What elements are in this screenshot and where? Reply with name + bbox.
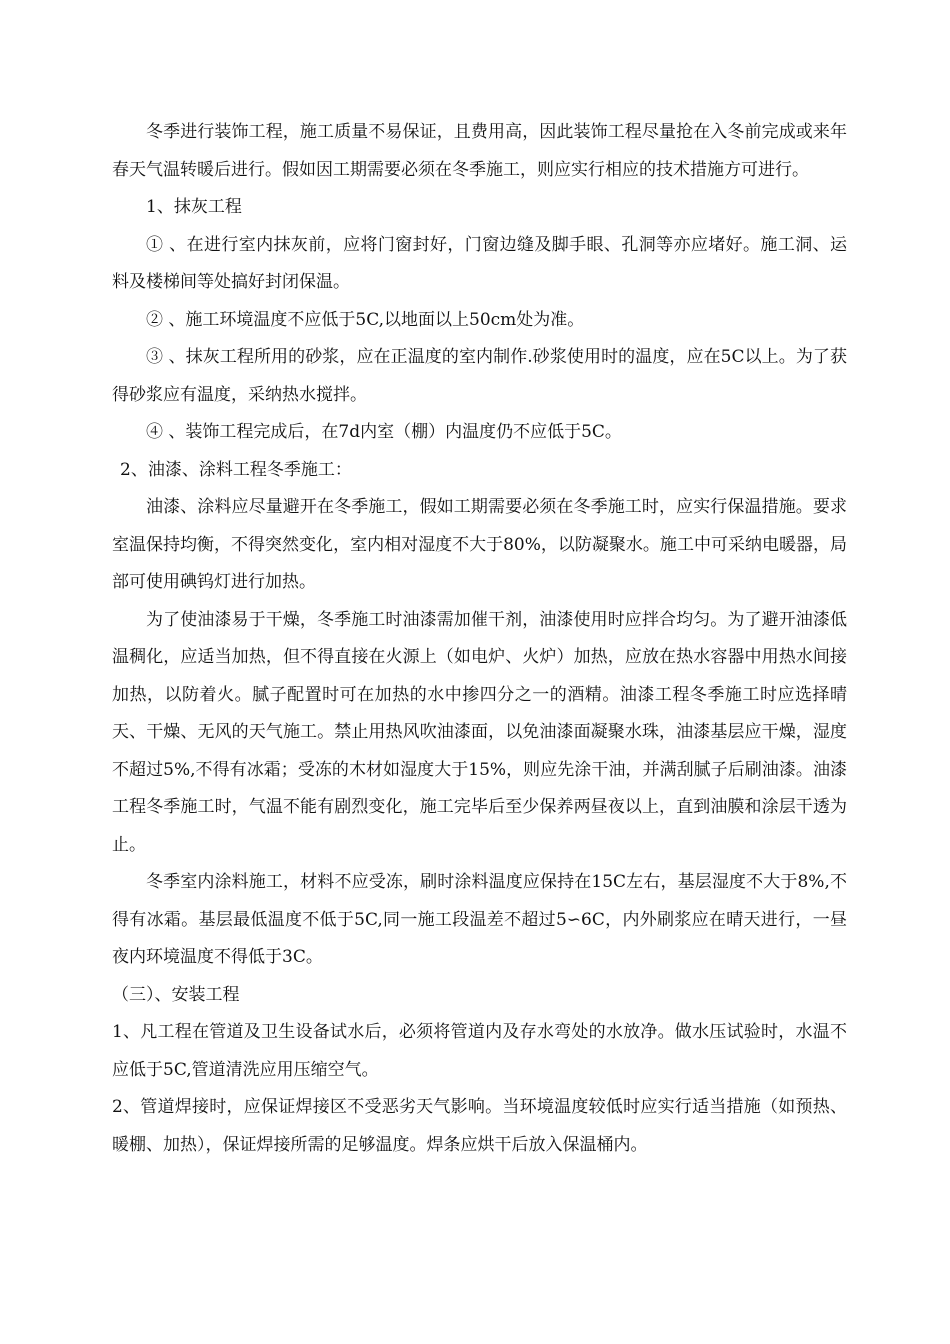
painting-paragraph-3: 冬季室内涂料施工，材料不应受冻，刷时涂料温度应保持在15C左右，基层湿度不大于8%,不得有冰霜。基层最低温度不低于5C,同一施工段温差不超过5∽6C，内外刷浆应在晴天进行，一昼夜内环境温度不得低于3C。 — [112, 872, 847, 967]
installation-item-1: 1、凡工程在管道及卫生设备试水后，必须将管道内及存水弯处的水放净。做水压试验时，水温不应低于5C,管道清洗应用压缩空气。 — [112, 1022, 847, 1080]
plastering-item-1: ① 、在进行室内抹灰前，应将门窗封好，门窗边缝及脚手眼、孔洞等亦应堵好。施工洞、运料及楼梯间等处搞好封闭保温。 — [112, 234, 847, 292]
plastering-item-2: ② 、施工环境温度不应低于5C,以地面以上50cm处为准。 — [146, 309, 585, 330]
installation-item-2: 2、管道焊接时，应保证焊接区不受恶劣天气影响。当环境温度较低时应实行适当措施（如预热、暖棚、加热），保证焊接所需的足够温度。焊条应烘干后放入保温桶内。 — [112, 1097, 847, 1155]
section-heading-painting: 2、油漆、涂料工程冬季施工： — [120, 459, 352, 480]
intro-paragraph: 冬季进行装饰工程，施工质量不易保证，且费用高，因此装饰工程尽量抢在入冬前完成或来年春天气温转暖后进行。假如因工期需要必须在冬季施工，则应实行相应的技术措施方可进行。 — [112, 122, 847, 180]
section-heading-installation: （三）、安装工程 — [112, 984, 240, 1005]
painting-paragraph-2: 为了使油漆易于干燥，冬季施工时油漆需加催干剂，油漆使用时应拌合均匀。为了避开油漆低温稠化，应适当加热，但不得直接在火源上（如电炉、火炉）加热，应放在热水容器中用热水间接加热，以防着火。腻子配置时可在加热的水中掺四分之一的酒精。油漆工程冬季施工时应选择晴天、干燥、无风的天气施工。禁止用热风吹油漆面，以免油漆面凝聚水珠，油漆基层应干燥，湿度不超过5%,不得有冰霜；受冻的木材如湿度大于15%，则应先涂干油，并满刮腻子后刷油漆。油漆工程冬季施工时，气温不能有剧烈变化，施工完毕后至少保养两昼夜以上，直到油膜和涂层干透为止。 — [112, 609, 847, 855]
document-body — [112, 114, 847, 1164]
plastering-item-3: ③ 、抹灰工程所用的砂浆，应在正温度的室内制作.砂浆使用时的温度，应在5C以上。为了获得砂浆应有温度，采纳热水搅拌。 — [112, 347, 847, 405]
painting-paragraph-1: 油漆、涂料应尽量避开在冬季施工，假如工期需要必须在冬季施工时，应实行保温措施。要求室温保持均衡，不得突然变化，室内相对湿度不大于80%，以防凝聚水。施工中可采纳电暖器，局部可使用碘钨灯进行加热。 — [112, 497, 847, 592]
section-heading-plastering: 1、抹灰工程 — [146, 197, 242, 217]
plastering-item-4: ④ 、装饰工程完成后，在7d内室（棚）内温度仍不应低于5C。 — [146, 422, 622, 442]
